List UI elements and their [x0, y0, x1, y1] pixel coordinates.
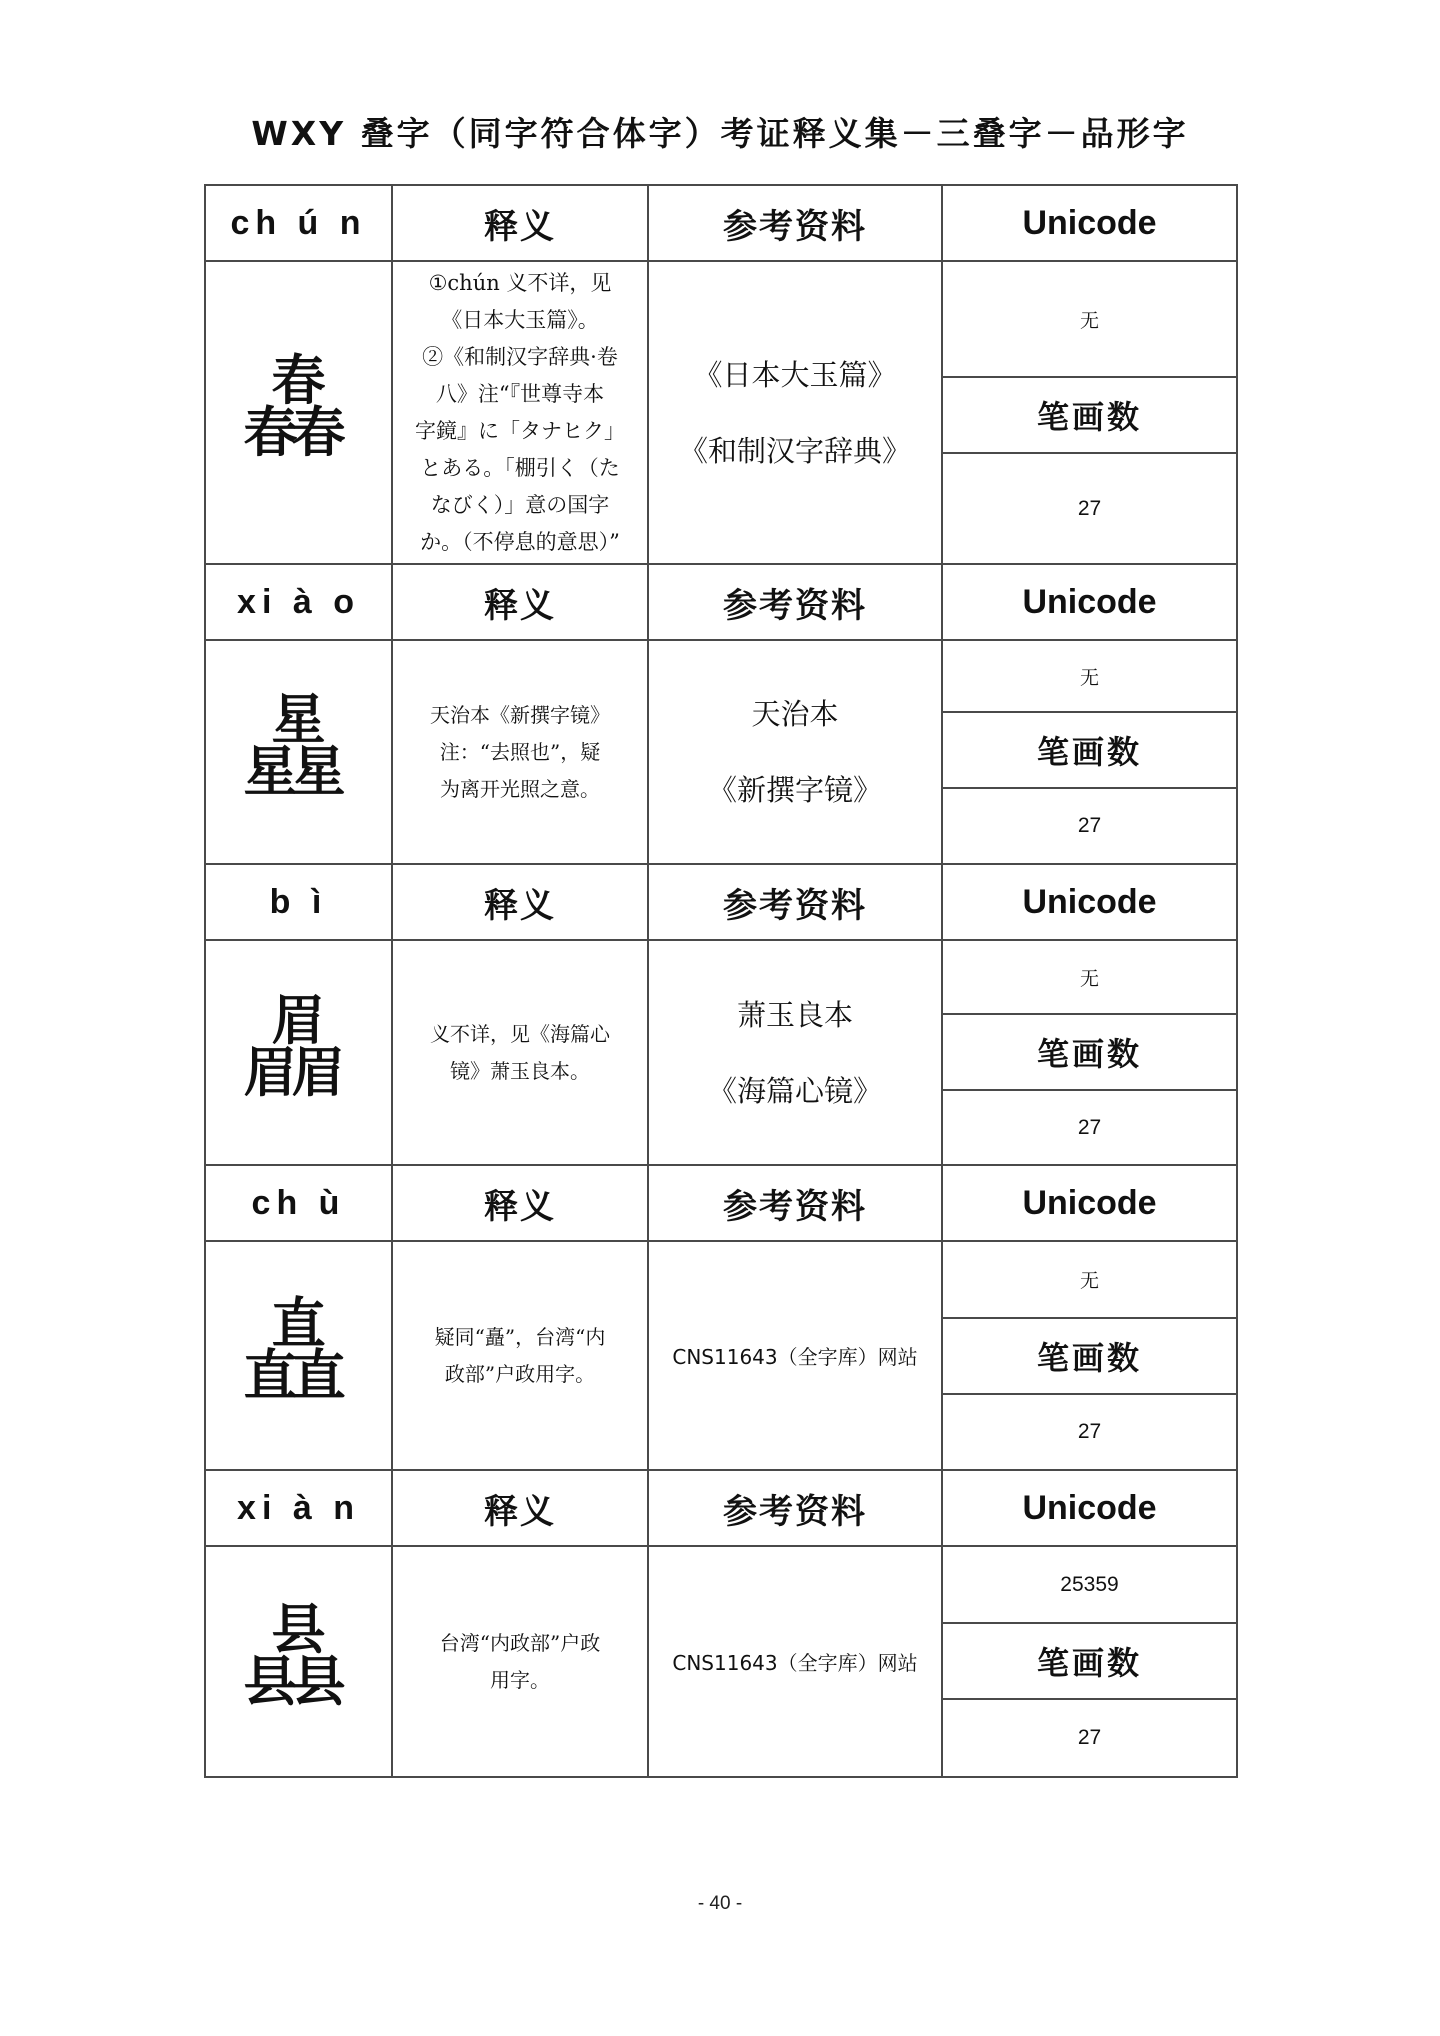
character-glyph-cell [205, 261, 392, 564]
reference-cell: 《日本大玉篇》 《和制汉字辞典》 [648, 261, 942, 564]
unicode-value: 无 [942, 261, 1237, 377]
entry-header-row [205, 564, 1237, 640]
triple-stacked-character: 眉 眉 眉 [243, 987, 346, 1104]
strokes-header: 笔画数 [942, 712, 1237, 788]
strokes-header: 笔画数 [942, 1014, 1237, 1090]
gloss-cell: 疑同“矗”，台湾“内 政部”户政用字。 [392, 1241, 648, 1470]
reference-cell: CNS11643（全字库）网站 [648, 1241, 942, 1470]
unicode-header: Unicode [942, 564, 1237, 640]
page-number: - 40 - [697, 1893, 743, 1914]
entry-header-row [205, 864, 1237, 940]
strokes-value: 27 [942, 453, 1237, 564]
reference-cell: 天治本 《新撰字镜》 [648, 640, 942, 864]
reference-header: 参考资料 [648, 1165, 942, 1241]
entry-header-row [205, 1470, 1237, 1546]
reference-header: 参考资料 [648, 564, 942, 640]
pinyin-cell: xi à n [205, 1470, 392, 1546]
character-glyph-cell [205, 1241, 392, 1470]
unicode-value: 无 [942, 940, 1237, 1014]
entry-body-row [205, 261, 1237, 377]
character-table [204, 184, 1236, 1778]
entry-header-row [205, 185, 1237, 261]
reference-cell: 萧玉良本 《海篇心镜》 [648, 940, 942, 1165]
entry-body-row [205, 1546, 1237, 1623]
character-glyph-cell [205, 1546, 392, 1777]
triple-stacked-character: 星 星 星 [243, 687, 346, 803]
strokes-header: 笔画数 [942, 1623, 1237, 1699]
gloss-cell: 台湾“内政部”户政 用字。 [392, 1546, 648, 1777]
unicode-header: Unicode [942, 185, 1237, 261]
entry-body-row [205, 1241, 1237, 1318]
gloss-cell: ①chún 义不详，见 《日本大玉篇》。 ②《和制汉字辞典·卷 八》注“『世尊寺本 字鏡』に「タナヒク」 とある。「棚引く（た なびく）」意の国字 か。（不停息的意思）” [392, 261, 648, 564]
entry-body-row [205, 640, 1237, 712]
triple-stacked-character: 春 春 春 [243, 347, 346, 464]
unicode-value: 无 [942, 1241, 1237, 1318]
strokes-value: 27 [942, 1090, 1237, 1165]
pinyin-cell: ch ù [205, 1165, 392, 1241]
gloss-header: 释义 [392, 185, 648, 261]
entry-body-row [205, 940, 1237, 1014]
reference-header: 参考资料 [648, 1470, 942, 1546]
unicode-header: Unicode [942, 1470, 1237, 1546]
reference-header: 参考资料 [648, 185, 942, 261]
unicode-header: Unicode [942, 864, 1237, 940]
character-glyph-cell [205, 640, 392, 864]
unicode-value: 无 [942, 640, 1237, 712]
entry-header-row [205, 1165, 1237, 1241]
strokes-header: 笔画数 [942, 1318, 1237, 1394]
document-title: WXY 叠字（同字符合体字）考证释义集－三叠字－品形字 [251, 114, 1189, 153]
gloss-cell: 天治本《新撰字镜》 注：“去照也”，疑 为离开光照之意。 [392, 640, 648, 864]
strokes-header: 笔画数 [942, 377, 1237, 453]
strokes-value: 27 [942, 788, 1237, 864]
pinyin-cell: xi à o [205, 564, 392, 640]
reference-cell: CNS11643（全字库）网站 [648, 1546, 942, 1777]
strokes-value: 27 [942, 1699, 1237, 1777]
reference-header: 参考资料 [648, 864, 942, 940]
unicode-value: 25359 [942, 1546, 1237, 1623]
pinyin-cell: ch ú n [205, 185, 392, 261]
gloss-header: 释义 [392, 1165, 648, 1241]
unicode-header: Unicode [942, 1165, 1237, 1241]
pinyin-cell: b ì [205, 864, 392, 940]
gloss-header: 释义 [392, 864, 648, 940]
strokes-value: 27 [942, 1394, 1237, 1470]
triple-stacked-character: 直 直 直 [243, 1290, 346, 1407]
gloss-cell: 义不详，见《海篇心 镜》萧玉良本。 [392, 940, 648, 1165]
triple-stacked-character: 县 县 县 [243, 1596, 346, 1713]
gloss-header: 释义 [392, 564, 648, 640]
gloss-header: 释义 [392, 1470, 648, 1546]
character-glyph-cell [205, 940, 392, 1165]
